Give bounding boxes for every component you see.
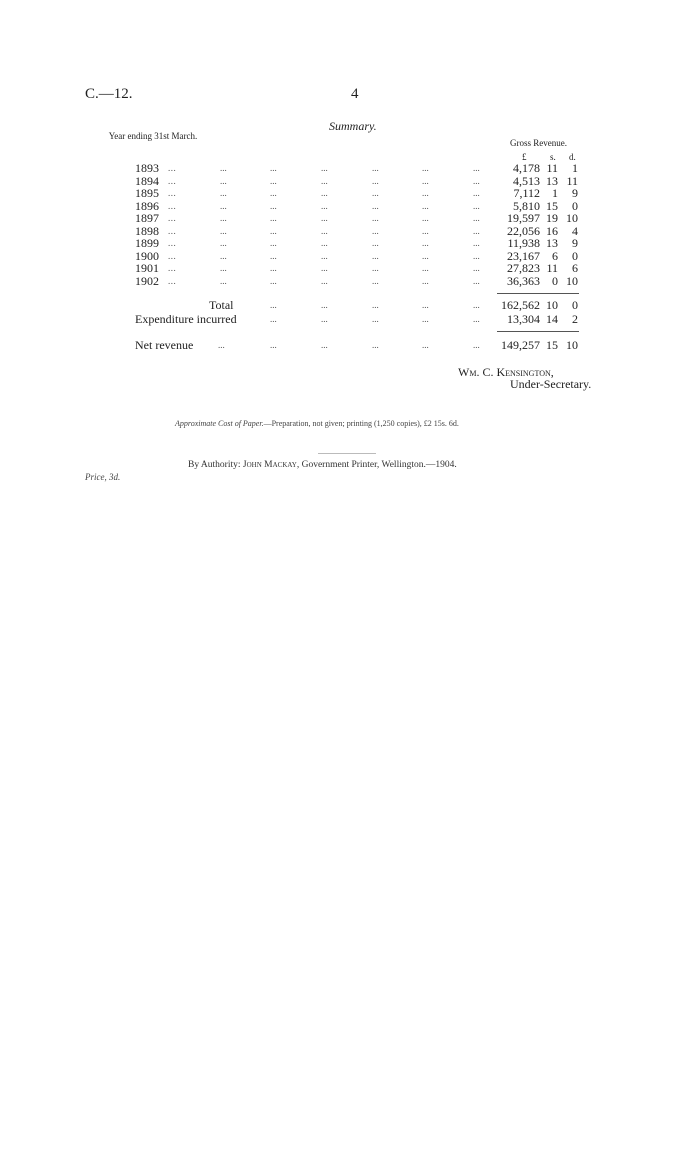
leader-dots: ... — [321, 213, 328, 223]
leader-dots: ... — [270, 225, 277, 236]
row-year: 1899 — [135, 236, 159, 250]
row-pounds: 7,112 — [513, 186, 540, 200]
leader-dots: ... — [372, 188, 379, 198]
table-row — [0, 225, 700, 237]
row-shillings: 6 — [552, 248, 558, 263]
leader-dots: ... — [473, 263, 480, 273]
table-row — [0, 212, 700, 224]
row-shillings: 11 — [546, 261, 558, 275]
leader-dots: ... — [372, 163, 379, 173]
leader-dots: ... — [321, 300, 328, 310]
net-rule — [497, 331, 579, 332]
imprint-prefix: By Authority: — [188, 460, 241, 470]
total-label: Total — [209, 298, 234, 312]
leader-dots: ... — [473, 300, 480, 310]
row-pounds: 36,363 — [507, 273, 540, 288]
cost-note-label: Approximate Cost of Paper. — [175, 419, 264, 428]
document-reference: C.—12. — [85, 86, 133, 102]
leader-dots: ... — [270, 163, 277, 173]
total-pence: 0 — [572, 298, 578, 312]
row-pence: 10 — [566, 273, 578, 288]
printer-imprint — [188, 460, 457, 470]
leader-dots: ... — [168, 213, 177, 223]
leader-dots: ... — [270, 200, 277, 211]
total-pounds: 162,562 — [501, 298, 540, 312]
leader-dots: ... — [270, 213, 277, 223]
leader-dots: ... — [220, 163, 227, 173]
leader-dots: ... — [270, 250, 277, 261]
row-year: 1894 — [135, 173, 159, 188]
leader-dots: ... — [422, 300, 429, 310]
leader-dots: ... — [473, 200, 480, 211]
leader-dots: ... — [321, 275, 328, 286]
row-year: 1901 — [135, 261, 159, 275]
leader-dots: ... — [422, 340, 429, 350]
leader-dots: ... — [220, 188, 227, 198]
leader-dots: ... — [168, 200, 177, 211]
leader-dots: ... — [168, 275, 177, 286]
total-shillings: 10 — [546, 298, 558, 312]
row-year: 1896 — [135, 198, 159, 213]
leader-dots: ... — [220, 213, 227, 223]
leader-dots: ... — [168, 175, 177, 186]
table-row — [0, 175, 700, 187]
leader-dots: ... — [321, 314, 328, 324]
leader-dots: ... — [220, 263, 227, 273]
cost-note-text: —Preparation, not given; printing (1,250 copies), £2 15s. 6d. — [263, 419, 459, 428]
net-label: Net revenue — [135, 338, 194, 352]
expenditure-row — [0, 313, 700, 325]
leader-dots: ... — [473, 163, 480, 173]
leader-dots: ... — [168, 250, 177, 261]
leader-dots: ... — [422, 275, 429, 286]
leader-dots: ... — [372, 263, 379, 273]
row-pence: 11 — [566, 173, 578, 188]
leader-dots: ... — [372, 225, 379, 236]
leader-dots: ... — [372, 275, 379, 286]
leader-dots: ... — [321, 340, 328, 350]
leader-dots: ... — [220, 225, 227, 236]
row-pence: 0 — [572, 198, 578, 213]
table-row — [0, 200, 700, 212]
leader-dots: ... — [321, 188, 328, 198]
price: Price, 3d. — [85, 472, 121, 482]
row-year: 1895 — [135, 186, 159, 200]
table-row — [0, 250, 700, 262]
row-shillings: 0 — [552, 273, 558, 288]
row-year: 1900 — [135, 248, 159, 263]
leader-dots: ... — [168, 263, 177, 273]
leader-dots: ... — [372, 300, 379, 310]
expenditure-pounds: 13,304 — [507, 312, 540, 326]
row-shillings: 16 — [546, 223, 558, 238]
leader-dots: ... — [473, 340, 480, 350]
row-year: 1902 — [135, 273, 159, 288]
leader-dots: ... — [372, 238, 379, 248]
row-year: 1893 — [135, 161, 159, 175]
leader-dots: ... — [422, 163, 429, 173]
leader-dots: ... — [270, 238, 277, 248]
leader-dots: ... — [473, 250, 480, 261]
expenditure-shillings: 14 — [546, 312, 558, 326]
expenditure-label: Expenditure incurred — [135, 312, 237, 326]
unit-pounds: £ — [522, 152, 527, 162]
leader-dots: ... — [422, 314, 429, 324]
leader-dots: ... — [372, 175, 379, 186]
section-title: Summary. — [329, 119, 377, 133]
leader-dots: ... — [473, 175, 480, 186]
leader-dots: ... — [372, 250, 379, 261]
row-pence: 9 — [572, 236, 578, 250]
row-pounds: 23,167 — [507, 248, 540, 263]
expenditure-pence: 2 — [572, 312, 578, 326]
leader-dots: ... — [321, 238, 328, 248]
row-year: 1897 — [135, 211, 159, 225]
net-pence: 10 — [566, 338, 578, 352]
row-year: 1898 — [135, 223, 159, 238]
leader-dots: ... — [270, 263, 277, 273]
row-pounds: 4,178 — [513, 161, 540, 175]
row-pence: 6 — [572, 261, 578, 275]
leader-dots: ... — [270, 340, 277, 350]
leader-dots: ... — [270, 275, 277, 286]
unit-shillings: s. — [550, 152, 556, 162]
leader-dots: ... — [321, 263, 328, 273]
table-row — [0, 187, 700, 199]
leader-dots: ... — [220, 275, 227, 286]
row-shillings: 1 — [552, 186, 558, 200]
row-pounds: 22,056 — [507, 223, 540, 238]
net-pounds: 149,257 — [501, 338, 540, 352]
leader-dots: ... — [473, 275, 480, 286]
leader-dots: ... — [473, 238, 480, 248]
imprint-suffix: Government Printer, Wellington.—1904. — [301, 460, 457, 470]
leader-dots: ... — [321, 250, 328, 261]
leader-dots: ... — [422, 263, 429, 273]
leader-dots: ... — [168, 188, 177, 198]
leader-dots: ... — [422, 238, 429, 248]
page-number: 4 — [351, 86, 359, 102]
leader-dots: ... — [220, 200, 227, 211]
signatory-name: Kensington, — [496, 365, 554, 379]
leader-dots: ... — [473, 188, 480, 198]
leader-dots: ... — [422, 188, 429, 198]
row-shillings: 15 — [546, 198, 558, 213]
row-pounds: 11,938 — [507, 236, 540, 250]
row-pence: 9 — [572, 186, 578, 200]
revenue-column-heading: Gross Revenue. — [510, 138, 567, 148]
table-row — [0, 262, 700, 274]
row-shillings: 11 — [546, 161, 558, 175]
leader-dots: ... — [422, 175, 429, 186]
unit-pence: d. — [569, 152, 576, 162]
row-pounds: 27,823 — [507, 261, 540, 275]
row-pounds: 19,597 — [507, 211, 540, 225]
leader-dots: ... — [168, 163, 177, 173]
leader-dots: ... — [473, 314, 480, 324]
leader-dots: ... — [218, 340, 225, 350]
cost-note — [175, 419, 459, 428]
subtotal-rule — [497, 293, 579, 294]
leader-dots: ... — [168, 238, 177, 248]
row-pence: 10 — [566, 211, 578, 225]
row-shillings: 19 — [546, 211, 558, 225]
row-pence: 1 — [572, 161, 578, 175]
leader-dots: ... — [270, 300, 277, 310]
year-column-heading: Year ending 31st March. — [108, 131, 198, 141]
leader-dots: ... — [473, 225, 480, 236]
leader-dots: ... — [321, 225, 328, 236]
leader-dots: ... — [270, 188, 277, 198]
leader-dots: ... — [422, 213, 429, 223]
table-row — [0, 275, 700, 287]
leader-dots: ... — [372, 200, 379, 211]
leader-dots: ... — [220, 175, 227, 186]
leader-dots: ... — [270, 175, 277, 186]
leader-dots: ... — [321, 175, 328, 186]
leader-dots: ... — [220, 250, 227, 261]
signatory-initials: Wm. C. — [458, 365, 494, 379]
leader-dots: ... — [321, 200, 328, 211]
table-row — [0, 237, 700, 249]
row-shillings: 13 — [546, 173, 558, 188]
leader-dots: ... — [372, 213, 379, 223]
net-row — [0, 339, 700, 351]
row-shillings: 13 — [546, 236, 558, 250]
total-row — [0, 299, 700, 311]
signatory-title: Under-Secretary. — [510, 377, 592, 391]
leader-dots: ... — [168, 225, 177, 236]
leader-dots: ... — [321, 163, 328, 173]
leader-dots: ... — [422, 225, 429, 236]
leader-dots: ... — [422, 200, 429, 211]
leader-dots: ... — [372, 340, 379, 350]
row-pounds: 4,513 — [513, 173, 540, 188]
leader-dots: ... — [270, 314, 277, 324]
row-pounds: 5,810 — [513, 198, 540, 213]
leader-dots: ... — [372, 314, 379, 324]
short-rule — [318, 453, 376, 454]
leader-dots: ... — [473, 213, 480, 223]
table-row — [0, 162, 700, 174]
leader-dots: ... — [220, 238, 227, 248]
imprint-printer: John Mackay, — [242, 460, 300, 470]
row-pence: 4 — [572, 223, 578, 238]
leader-dots: ... — [422, 250, 429, 261]
net-shillings: 15 — [546, 338, 558, 352]
row-pence: 0 — [572, 248, 578, 263]
